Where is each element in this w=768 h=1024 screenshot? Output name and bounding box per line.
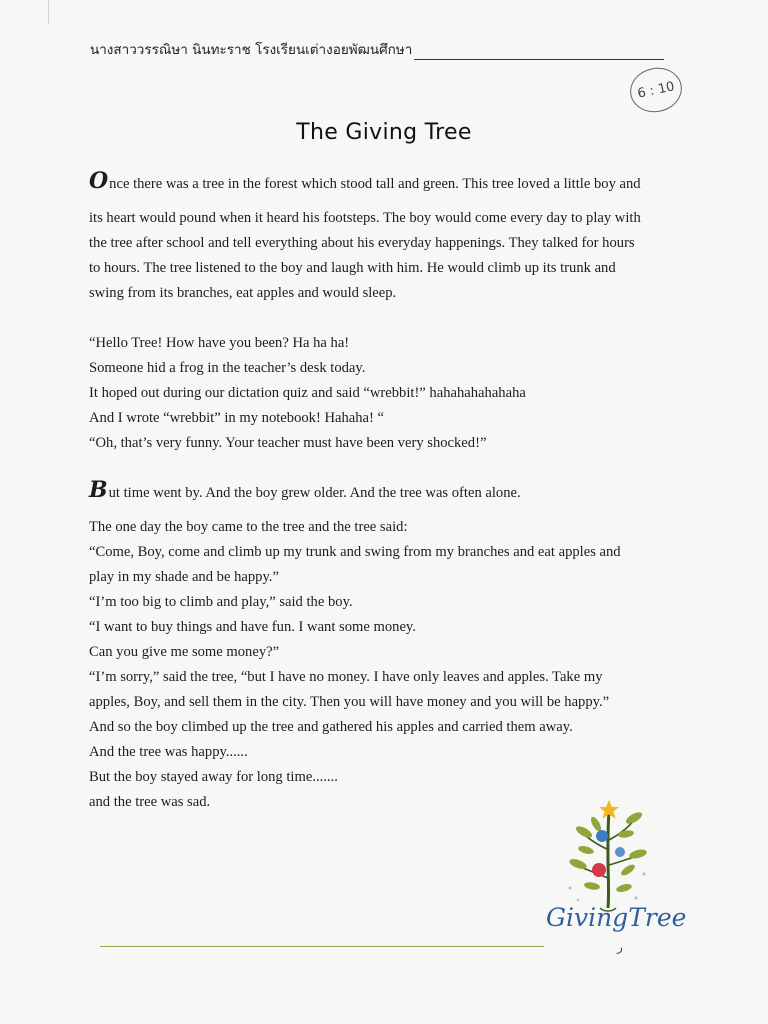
story-line: and the tree was sad. (89, 794, 211, 810)
dropcap-b: B (89, 477, 108, 503)
story-line: The one day the boy came to the tree and the tree said: (89, 519, 408, 535)
story-line: to hours. The tree listened to the boy and laugh with him. He would climb up its trunk and (89, 260, 616, 276)
story-body (89, 168, 689, 815)
story-line: But the boy stayed away for long time....... (89, 769, 338, 785)
story-line: the tree after school and tell everything about his everyday happenings. They talked for hours (89, 235, 635, 251)
bottom-divider (100, 946, 544, 947)
story-line: “I’m too big to climb and play,” said the boy. (89, 594, 353, 610)
story-line: “I’m sorry,” said the tree, “but I have no money. I have only leaves and apples. Take my (89, 669, 603, 685)
giving-tree-logo (540, 790, 690, 950)
logo-wordmark: GivingTree (546, 903, 687, 932)
scan-edge-mark (48, 0, 49, 24)
story-line: its heart would pound when it heard his footsteps. The boy would come every day to play with (89, 210, 641, 226)
dialogue-line: “Oh, that’s very funny. Your teacher must have been very shocked!” (89, 435, 487, 451)
paragraph-1-first-line: Once there was a tree in the forest which stood tall and green. This tree loved a little boy and (89, 168, 641, 194)
corner-mark: ر (617, 940, 623, 954)
story-line: “Come, Boy, come and climb up my trunk and swing from my branches and eat apples and (89, 544, 621, 560)
story-line: Can you give me some money?” (89, 644, 280, 660)
story-line: And so the boy climbed up the tree and gathered his apples and carried them away. (89, 719, 573, 735)
student-name-school: นางสาววรรณิษา นินทะราช โรงเรียนเต่างอยพัฒนศึกษา (90, 42, 413, 58)
story-line: apples, Boy, and sell them in the city. Then you will have money and you will be happy.” (89, 694, 610, 710)
story-title: The Giving Tree (296, 120, 472, 145)
student-header (90, 38, 665, 60)
story-line: And the tree was happy...... (89, 744, 248, 760)
story-line: swing from its branches, eat apples and would sleep. (89, 285, 397, 301)
story-line: “I want to buy things and have fun. I want some money. (89, 619, 416, 635)
dialogue-line: Someone hid a frog in the teacher’s desk today. (89, 360, 366, 376)
red-ornament-icon (592, 863, 606, 877)
story-line: play in my shade and be happy.” (89, 569, 279, 585)
dialogue-line: “Hello Tree! How have you been? Ha ha ha! (89, 335, 350, 351)
blue-ornament-icon (596, 830, 608, 842)
paragraph-2: But time went by. And the boy grew older. And the tree was often alone. (89, 477, 521, 503)
dialogue-line: It hoped out during our dictation quiz and said “wrebbit!” hahahahahahaha (89, 385, 526, 401)
dropcap-o: O (89, 168, 109, 194)
header-underline (414, 47, 664, 60)
handwritten-score: 6 : 10 (626, 63, 686, 117)
dialogue-line: And I wrote “wrebbit” in my notebook! Hahaha! “ (89, 410, 385, 426)
